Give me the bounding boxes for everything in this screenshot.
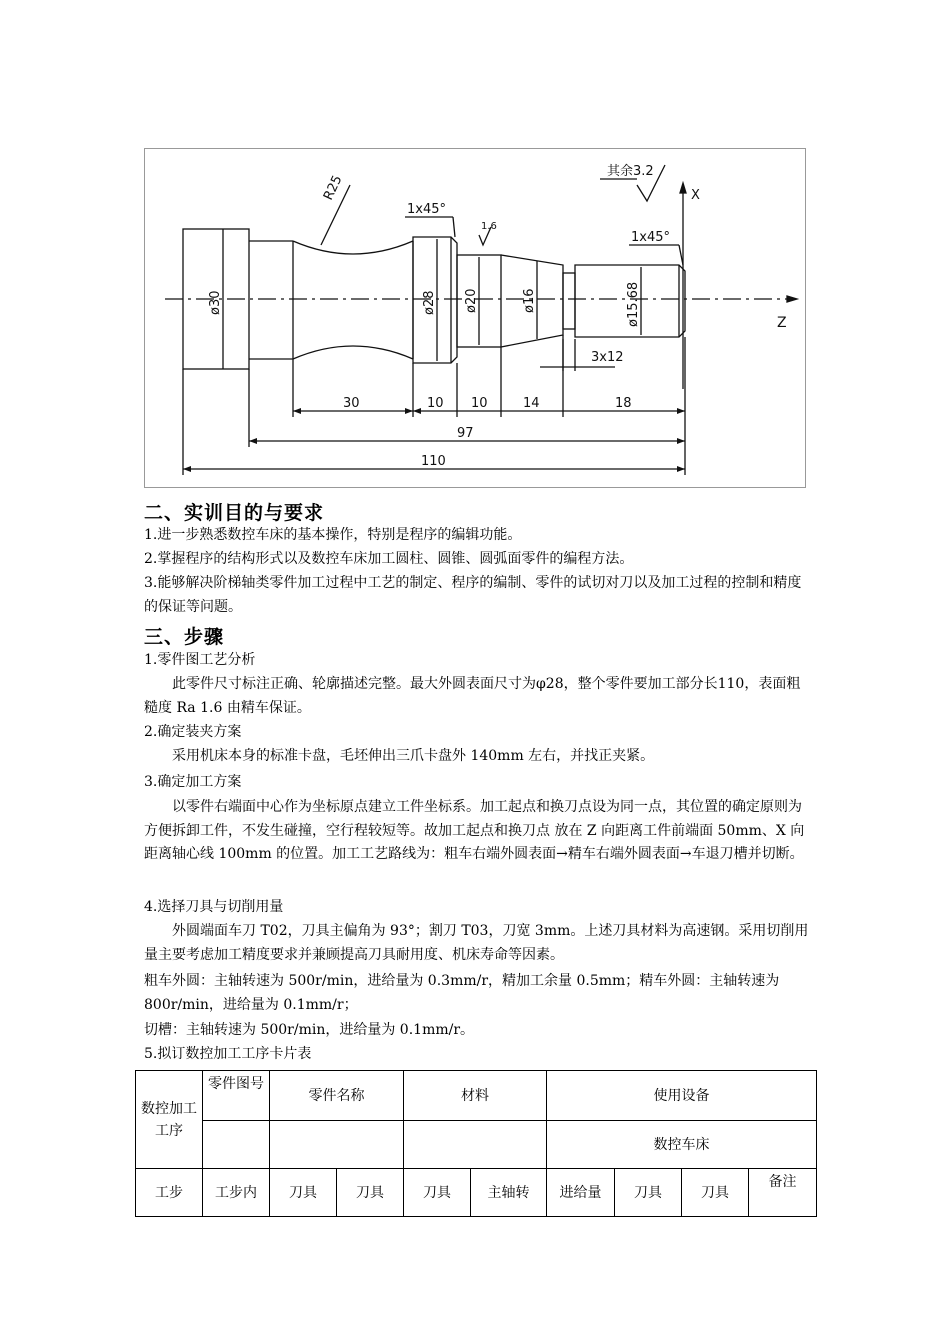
col-header: 刀具 [337,1169,404,1217]
step2-body: 采用机床本身的标准卡盘，毛坯伸出三爪卡盘外 140mm 左右，并找正夹紧。 [172,748,655,764]
groove [563,273,575,329]
length-label-18: 18 [615,396,632,411]
chamfer-right-label: 1x45° [631,230,671,245]
x-axis-arrow [680,183,686,193]
dia-label-16: ø16 [522,288,537,313]
col-header: 刀具 [682,1169,749,1217]
step4-title: 4.选择刀具与切削用量 [144,899,284,915]
process-card-table [135,1070,817,1217]
section3-heading: 三、步骤 [144,626,225,648]
section2-item-1: 1.进一步熟悉数控车床的基本操作，特别是程序的编辑功能。 [144,527,522,543]
part-no-value [203,1121,270,1169]
step1-body: 此零件尺寸标注正确、轮廓描述完整。最大外圆表面尺寸为φ28，整个零件要加工部分长110，表面粗糙度 Ra 1.6 由精车保证。 [144,676,801,716]
material-header: 材料 [404,1071,547,1121]
step5-title: 5.拟订数控加工工序卡片表 [144,1046,312,1062]
col-header: 刀具 [615,1169,682,1217]
proc-cell: 数控加工工序 [136,1071,203,1169]
step4-groove: 切槽：主轴转速为 500r/min，进给量为 0.1mm/r。 [144,1022,475,1038]
section2-item-2: 2.掌握程序的结构形式以及数控车床加工圆柱、圆锥、圆弧面零件的编程方法。 [144,551,634,567]
step1-title: 1.零件图工艺分析 [144,652,256,668]
part-name-value [270,1121,404,1169]
col-header: 工步 [136,1169,203,1217]
material-value [404,1121,547,1169]
step3-body: 以零件右端面中心作为坐标原点建立工件坐标系。加工起点和换刀点设为同一点，其位置的确定原则为方便拆卸工件，不发生碰撞，空行程较短等。故加工起点和换刀点 放在 Z 向距离工件前端面 50mm、X 向距离轴心线 100mm 的位置。加工工艺路线为：粗车右端外圆表面→精车右端外圆表面→车退刀槽并切断。 [144,799,805,862]
dia-label-30: ø30 [208,290,223,315]
step4-body: 外圆端面车刀 T02，刀具主偏角为 93°；割刀 T03，刀宽 3mm。上述刀具材料为高速钢。采用切削用量主要考虑加工精度要求并兼顾提高刀具耐用度、机床寿命等因素。 [144,923,809,963]
length-label-14: 14 [523,396,540,411]
col-header: 进给量 [547,1169,615,1217]
length-label-10b: 10 [471,396,488,411]
arc-top [293,241,413,254]
roughness-note: 其余3.2 [607,164,654,179]
length-label-97: 97 [457,426,474,441]
step2-title: 2.确定装夹方案 [144,724,242,740]
step4-rough: 粗车外圆：主轴转速为 500r/min，进给量为 0.3mm/r，精加工余量 0.5mm；精车外圆：主轴转速为 800r/min，进给量为 0.1mm/r； [144,973,780,1013]
shaft-drawing-svg [145,149,805,487]
col-header: 主轴转 [471,1169,547,1217]
roughness-local-label: 1.6 [481,221,497,232]
length-label-110: 110 [421,454,446,469]
equipment-value: 数控车床 [547,1121,817,1169]
step3-title: 3.确定加工方案 [144,774,242,790]
col-header: 刀具 [404,1169,471,1217]
dia-label-15-68: ø15.68 [626,281,641,327]
length-label-30: 30 [343,396,360,411]
dia-label-28: ø28 [422,290,437,315]
x-axis-label: X [691,188,700,203]
col-header: 刀具 [270,1169,337,1217]
equipment-header: 使用设备 [547,1071,817,1121]
radius-label: R25 [321,173,346,203]
section2-heading: 二、实训目的与要求 [144,502,325,524]
z-axis-label: Z [777,315,787,331]
chamfer-left-label: 1x45° [407,202,447,217]
dia-label-20: ø20 [464,288,479,313]
z-axis-arrow [787,296,797,302]
arc-bottom [293,346,413,359]
length-label-10a: 10 [427,396,444,411]
col-header: 备注 [749,1169,817,1217]
part-drawing [144,148,806,488]
part-name-header: 零件名称 [270,1071,404,1121]
section2-item-3: 3.能够解决阶梯轴类零件加工过程中工艺的制定、程序的编制、零件的试切对刀以及加工过程的控制和精度的保证等问题。 [144,575,802,615]
part-no-header: 零件图号 [203,1071,270,1121]
col-header: 工步内 [203,1169,270,1217]
groove-label: 3x12 [591,350,624,365]
